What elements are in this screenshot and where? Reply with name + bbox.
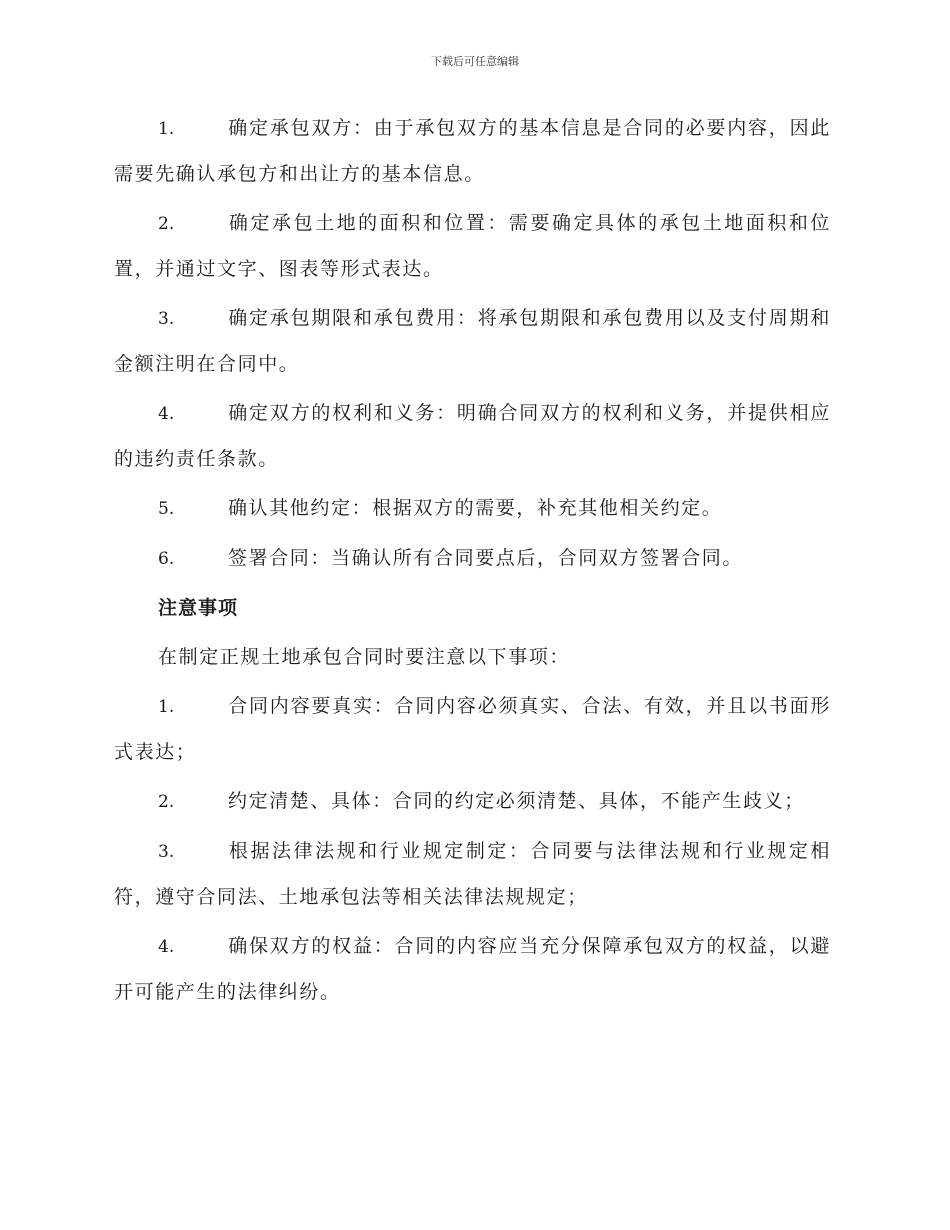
list-item <box>114 486 831 532</box>
list-text: 约定清楚、具体：合同的约定必须清楚、具体，不能产生歧义； <box>228 790 805 812</box>
document-body <box>114 106 831 1019</box>
list-number: 3. <box>158 309 175 329</box>
list-item <box>114 829 831 920</box>
list-number: 1. <box>158 697 175 717</box>
list-number: 4. <box>158 937 175 957</box>
list-text: 确认其他约定：根据双方的需要，补充其他相关约定。 <box>228 497 723 519</box>
list-number: 1. <box>158 119 175 139</box>
list-number: 5. <box>158 499 175 519</box>
list-text: 确定承包期限和承包费用：将承包期限和承包费用以及支付周期和金额注明在合同中。 <box>114 307 831 375</box>
list-number: 3. <box>158 842 175 862</box>
list-number: 6. <box>158 549 175 569</box>
list-text: 确保双方的权益：合同的内容应当充分保障承包双方的权益，以避开可能产生的法律纠纷。 <box>114 935 831 1003</box>
list-item <box>114 779 831 825</box>
list-text: 确定承包双方：由于承包双方的基本信息是合同的必要内容，因此需要先确认承包方和出让方的基本信息。 <box>114 117 831 185</box>
list-item <box>114 296 831 387</box>
list-item <box>114 536 831 582</box>
list-number: 2. <box>158 214 175 234</box>
page-header: 下载后可任意编辑 <box>431 55 519 68</box>
section-heading: 注意事项 <box>158 597 239 619</box>
list-item <box>114 391 831 482</box>
list-item <box>114 201 831 292</box>
intro-paragraph: 在制定正规土地承包合同时要注意以下事项： <box>158 646 571 668</box>
list-text: 合同内容要真实：合同内容必须真实、合法、有效，并且以书面形式表达； <box>114 695 831 763</box>
list-number: 4. <box>158 404 175 424</box>
list-text: 签署合同：当确认所有合同要点后，合同双方签署合同。 <box>228 547 744 569</box>
list-text: 确定双方的权利和义务：明确合同双方的权利和义务，并提供相应的违约责任条款。 <box>114 402 831 470</box>
list-item <box>114 106 831 197</box>
list-item <box>114 684 831 775</box>
list-text: 确定承包土地的面积和位置：需要确定具体的承包土地面积和位置，并通过文字、图表等形式表达。 <box>114 212 831 280</box>
list-item <box>114 924 831 1015</box>
list-number: 2. <box>158 792 175 812</box>
list-text: 根据法律法规和行业规定制定：合同要与法律法规和行业规定相符，遵守合同法、土地承包法等相关法律法规规定； <box>114 840 831 908</box>
